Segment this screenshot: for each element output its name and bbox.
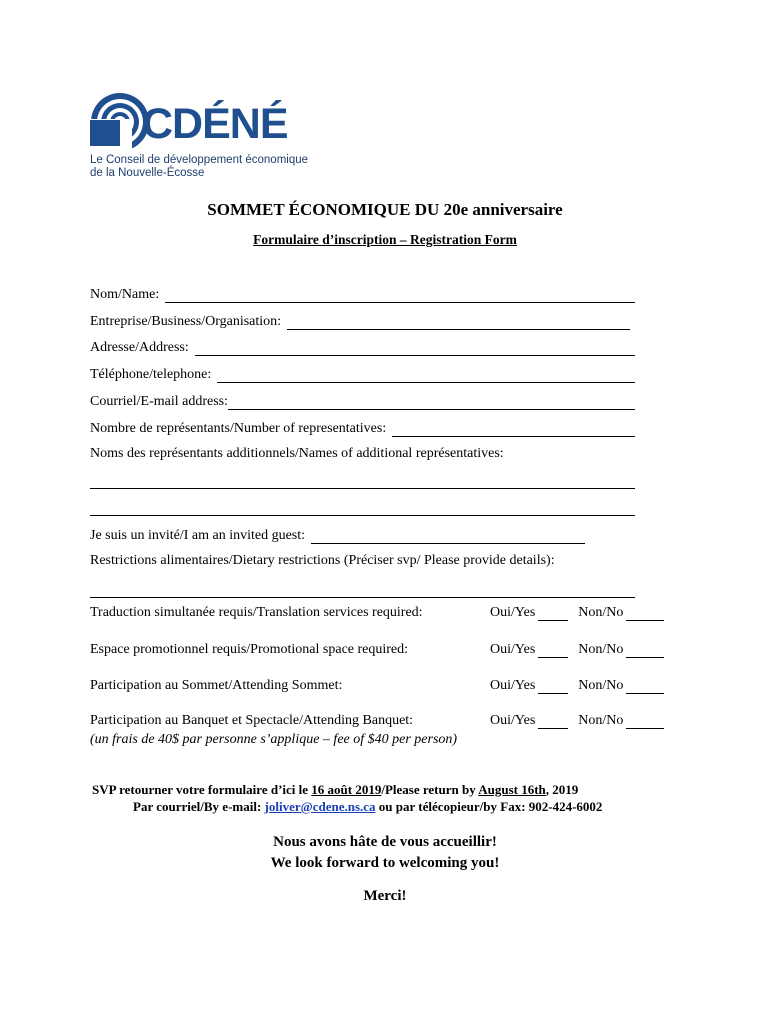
translation-yes-label: Oui/Yes [490,605,536,620]
logo-wordmark: CDÉNÉ [142,100,288,148]
name-line[interactable] [165,288,635,303]
deadline-date-fr: 16 août 2019 [311,782,382,797]
business-field[interactable] [90,312,630,330]
email-line[interactable] [228,395,635,410]
sommet-no-label: Non/No [578,678,624,693]
sommet-no-blank[interactable] [626,680,664,694]
thanks: Merci! [363,888,407,904]
attending-sommet-answer[interactable] [490,678,664,694]
address-line[interactable] [195,341,635,356]
translation-question: Traduction simultanée requis/Translation services required: [90,605,423,620]
banquet-yes-label: Oui/Yes [490,713,536,728]
attending-banquet-question: Participation au Banquet et Spectacle/Attending Banquet: [90,713,414,728]
banquet-no-label: Non/No [578,713,624,728]
banquet-no-blank[interactable] [626,715,664,729]
cdene-logo [90,92,310,182]
phone-label: Téléphone/telephone: [90,367,212,382]
sommet-yes-blank[interactable] [538,680,568,694]
promo-space-answer[interactable] [490,642,664,658]
invited-label: Je suis un invité/I am an invited guest: [90,528,306,543]
closing-en: We look forward to welcoming you! [270,855,500,871]
business-line[interactable] [287,315,630,330]
translation-yes-blank[interactable] [538,607,568,621]
email-label: Courriel/E-mail address: [90,394,229,409]
logo-subtitle-line1: Le Conseil de développement économique [90,154,309,166]
cdene-logo-mark-icon [90,92,150,152]
business-label: Entreprise/Business/Organisation: [90,314,282,329]
invited-field[interactable] [90,526,585,544]
name-label: Nom/Name: [90,287,160,302]
promo-space-question: Espace promotionnel requis/Promotional space required: [90,642,409,657]
num-reps-field[interactable] [90,419,635,437]
return-deadline: SVP retourner votre formulaire d’ici le 16 août 2019/Please return by August 16th, 2019 [92,782,579,797]
phone-field[interactable] [90,365,635,383]
additional-reps-line-1[interactable] [90,488,635,489]
dietary-line[interactable] [90,597,635,598]
attending-banquet-answer[interactable] [490,713,664,729]
banquet-fee-note: (un frais de 40$ par personne s’applique – fee of $40 per person) [90,732,458,747]
form-subtitle: Formulaire d’inscription – Registration Form [253,232,517,247]
promo-no-label: Non/No [578,642,624,657]
attending-sommet-question: Participation au Sommet/Attending Sommet: [90,678,343,693]
promo-yes-blank[interactable] [538,644,568,658]
return-contact: Par courriel/By e-mail: joliver@cdene.ns.ca ou par télécopieur/by Fax: 902-424-6002 [133,799,603,814]
translation-no-label: Non/No [578,605,624,620]
contact-email-link[interactable]: joliver@cdene.ns.ca [264,799,376,814]
additional-reps-line-2[interactable] [90,515,635,516]
dietary-label: Restrictions alimentaires/Dietary restrictions (Préciser svp/ Please provide details): [90,553,555,568]
deadline-date-en: August 16th [478,782,546,797]
logo-subtitle-line2: de la Nouvelle-Écosse [90,167,205,179]
translation-answer[interactable] [490,605,664,621]
phone-line[interactable] [217,368,635,383]
name-field[interactable] [90,285,635,303]
invited-line[interactable] [311,529,585,544]
sommet-yes-label: Oui/Yes [490,678,536,693]
closing-fr: Nous avons hâte de vous accueillir! [273,834,497,850]
address-label: Adresse/Address: [90,340,189,355]
translation-no-blank[interactable] [626,607,664,621]
banquet-yes-blank[interactable] [538,715,568,729]
promo-no-blank[interactable] [626,644,664,658]
additional-reps-label: Noms des représentants additionnels/Names of additional représentatives: [90,446,504,461]
num-reps-line[interactable] [392,422,635,437]
email-field[interactable] [90,392,635,410]
address-field[interactable] [90,338,635,356]
num-reps-label: Nombre de représentants/Number of representatives: [90,421,387,436]
promo-yes-label: Oui/Yes [490,642,536,657]
page-title: SOMMET ÉCONOMIQUE DU 20e anniversaire [207,200,563,219]
